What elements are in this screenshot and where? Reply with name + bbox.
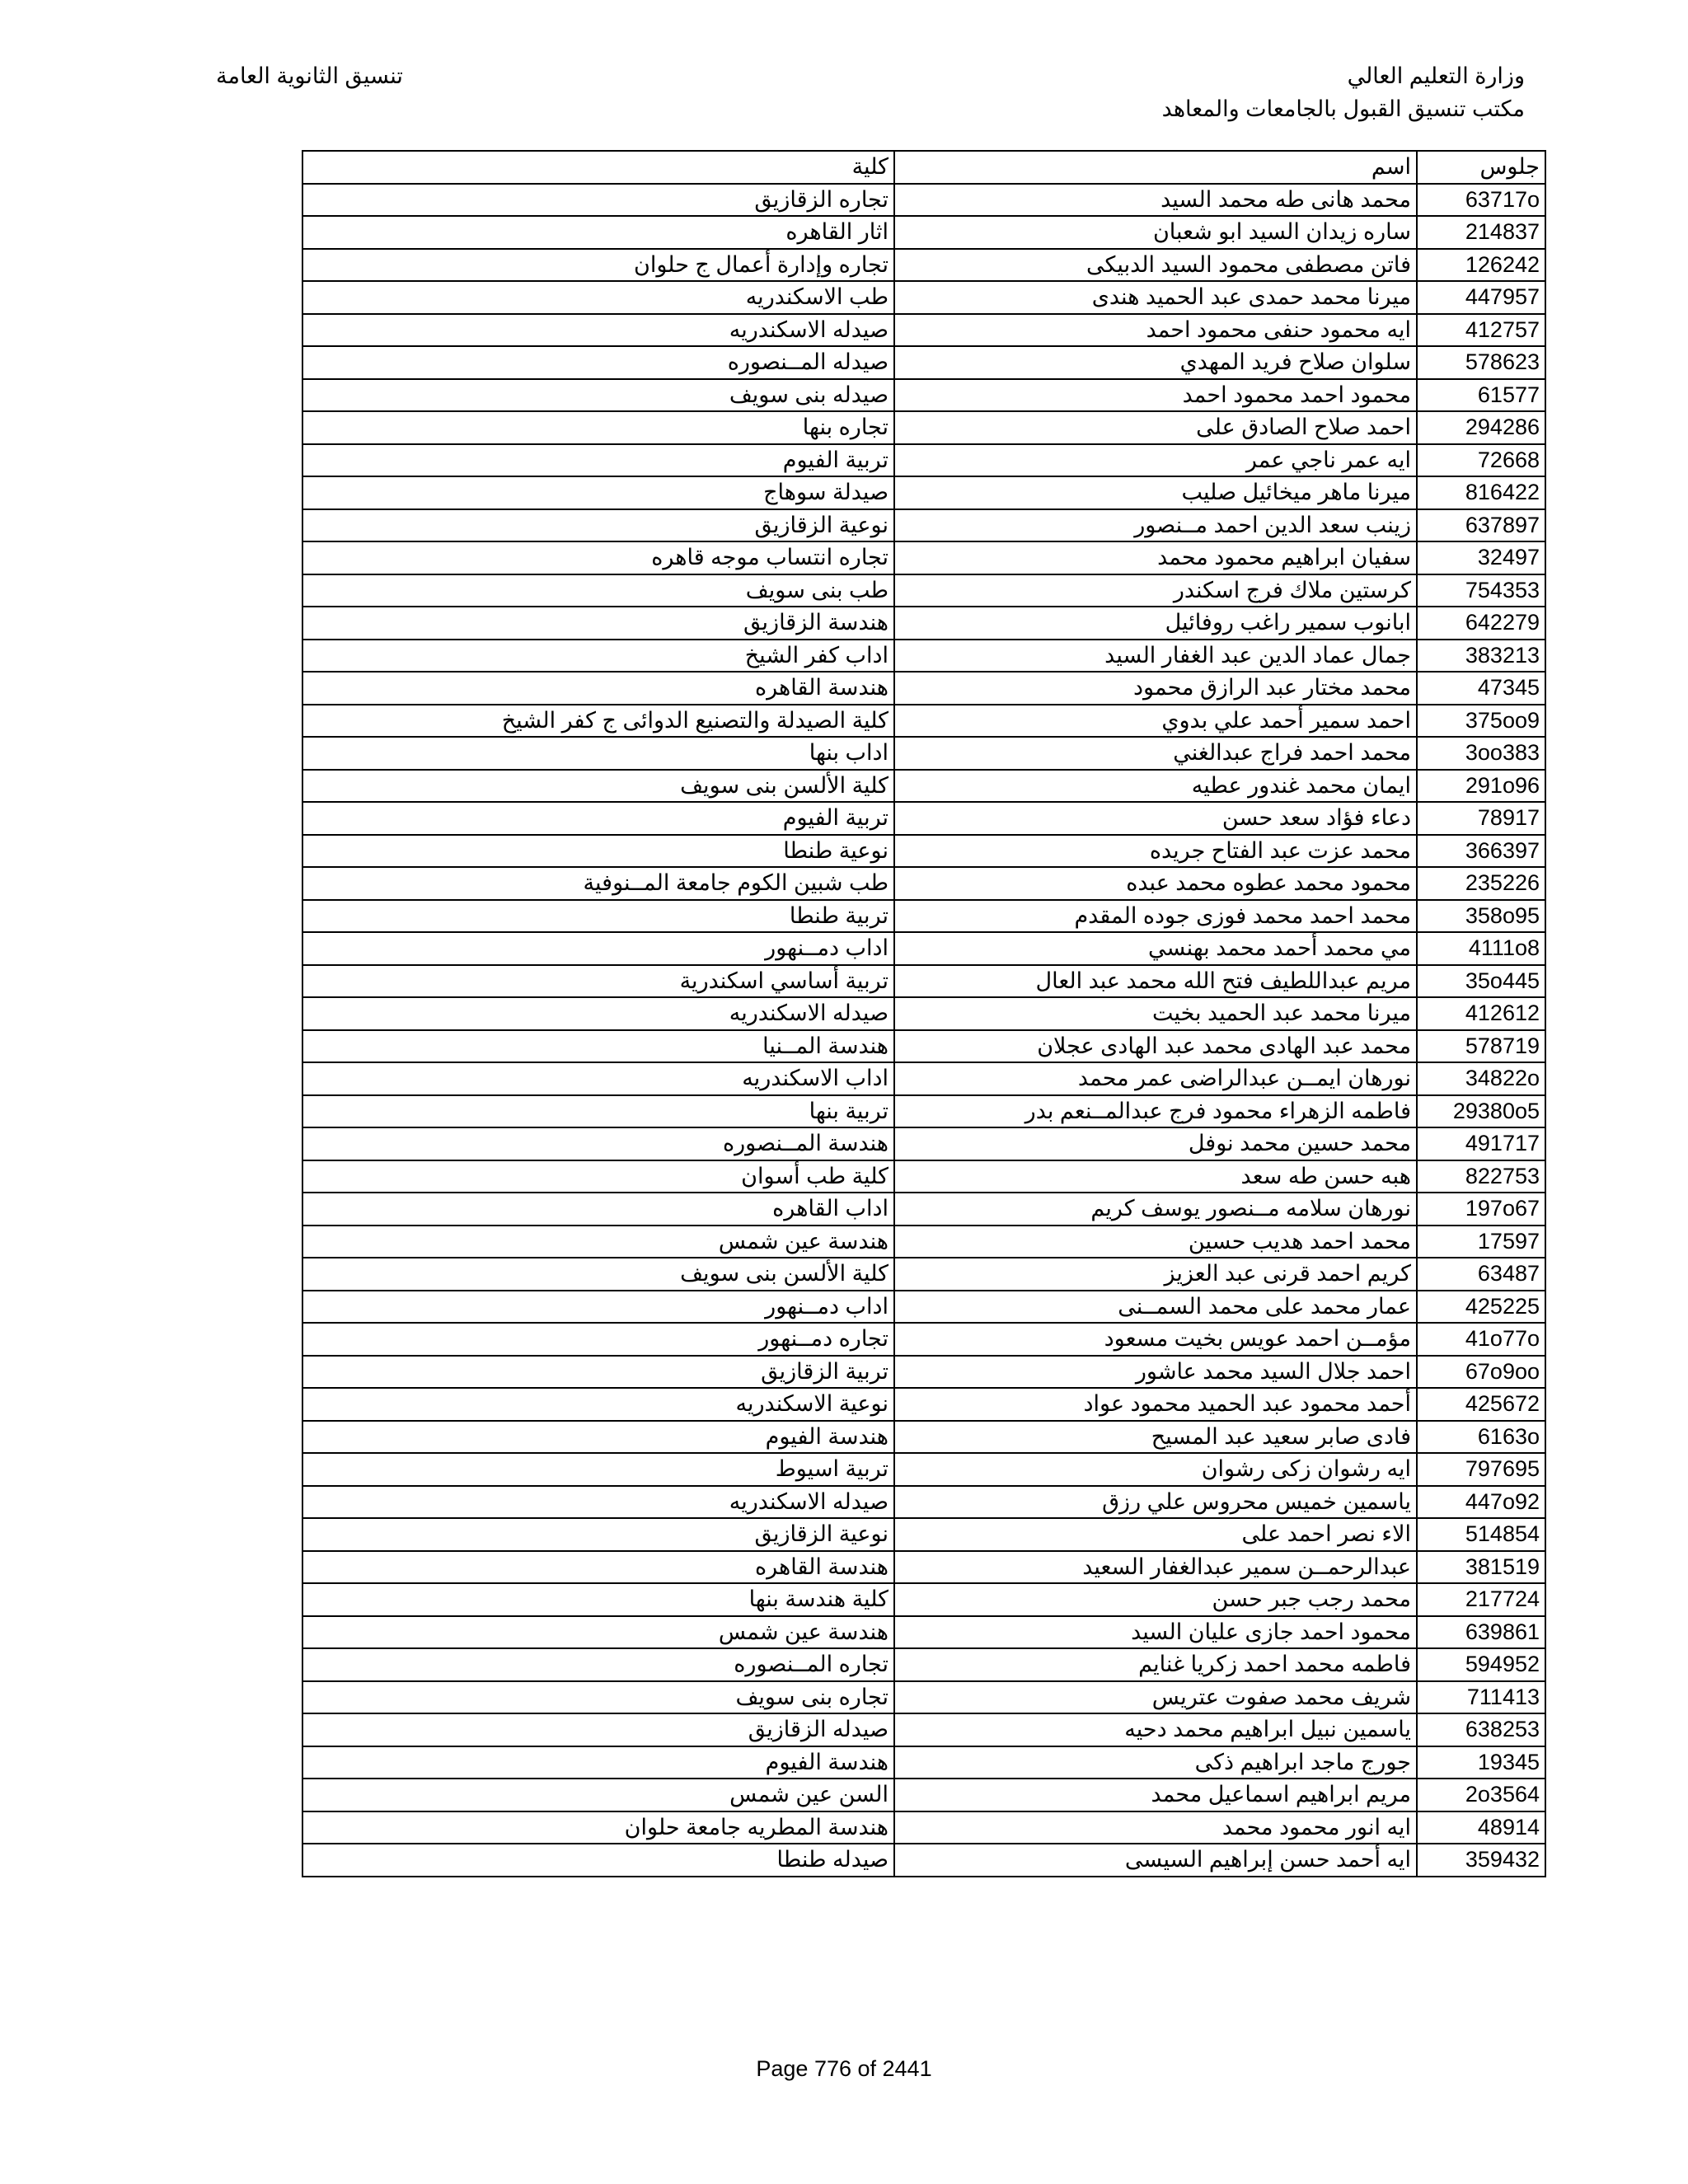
- cell-seat: 29380o5: [1417, 1095, 1545, 1128]
- cell-seat: 381519: [1417, 1551, 1545, 1584]
- cell-faculty: صيدله الزقازيق: [302, 1713, 894, 1746]
- cell-seat: 32497: [1417, 541, 1545, 574]
- cell-faculty: هندسة الزقازيق: [302, 607, 894, 640]
- cell-seat: 637897: [1417, 509, 1545, 542]
- cell-faculty: هندسة القاهره: [302, 672, 894, 705]
- results-table: [302, 150, 1546, 1877]
- cell-name: سلوان صلاح فريد المهدي: [894, 346, 1417, 379]
- cell-seat: 816422: [1417, 476, 1545, 509]
- cell-seat: 578623: [1417, 346, 1545, 379]
- cell-seat: 63717o: [1417, 184, 1545, 217]
- cell-seat: 594952: [1417, 1648, 1545, 1681]
- cell-name: ايه أحمد حسن إبراهيم السيسى: [894, 1844, 1417, 1877]
- cell-seat: 294286: [1417, 411, 1545, 444]
- cell-seat: 425225: [1417, 1291, 1545, 1324]
- cell-faculty: كلية هندسة بنها: [302, 1583, 894, 1616]
- table-row: [302, 1486, 1545, 1519]
- cell-name: ياسمين خميس محروس علي رزق: [894, 1486, 1417, 1519]
- table-row: [302, 965, 1545, 998]
- cell-name: جمال عماد الدين عبد الغفار السيد: [894, 640, 1417, 673]
- cell-seat: 67o9oo: [1417, 1356, 1545, 1389]
- table-row: [302, 1616, 1545, 1649]
- table-row: [302, 1453, 1545, 1486]
- table-row: [302, 476, 1545, 509]
- cell-faculty: اداب بنها: [302, 737, 894, 770]
- cell-faculty: اثار القاهره: [302, 216, 894, 249]
- cell-name: محمود احمد جازى عليان السيد: [894, 1616, 1417, 1649]
- cell-name: ميرنا محمد عبد الحميد بخيت: [894, 997, 1417, 1030]
- cell-faculty: تربية الفيوم: [302, 802, 894, 835]
- cell-faculty: تجاره وإدارة أعمال ج حلوان: [302, 249, 894, 282]
- cell-faculty: اداب كفر الشيخ: [302, 640, 894, 673]
- table-row: [302, 1648, 1545, 1681]
- table-row: [302, 1095, 1545, 1128]
- cell-name: ياسمين نبيل ابراهيم محمد دحيه: [894, 1713, 1417, 1746]
- table-row: [302, 444, 1545, 477]
- table-row: [302, 314, 1545, 347]
- table-row: [302, 737, 1545, 770]
- cell-faculty: تجاره المــنصوره: [302, 1648, 894, 1681]
- office-title: مكتب تنسيق القبول بالجامعات والمعاهد: [1161, 96, 1525, 121]
- cell-seat: 34822o: [1417, 1062, 1545, 1095]
- cell-name: مريم عبداللطيف فتح الله محمد عبد العال: [894, 965, 1417, 998]
- table-row: [302, 1518, 1545, 1551]
- cell-name: محمد حسين محمد نوفل: [894, 1127, 1417, 1160]
- cell-faculty: اداب الاسكندريه: [302, 1062, 894, 1095]
- column-header-name: اسم: [894, 151, 1417, 184]
- cell-name: مي محمد أحمد محمد بهنسي: [894, 932, 1417, 965]
- table-row: [302, 346, 1545, 379]
- cell-seat: 447957: [1417, 281, 1545, 314]
- cell-name: عبدالرحمــن سمير عبدالغفار السعيد: [894, 1551, 1417, 1584]
- cell-faculty: تجاره انتساب موجه قاهره: [302, 541, 894, 574]
- cell-name: دعاء فؤاد سعد حسن: [894, 802, 1417, 835]
- cell-name: محمود محمد عطوه محمد عبده: [894, 867, 1417, 900]
- table-row: [302, 1779, 1545, 1811]
- table-row: [302, 574, 1545, 607]
- cell-seat: 78917: [1417, 802, 1545, 835]
- table-row: [302, 1844, 1545, 1877]
- cell-seat: 638253: [1417, 1713, 1545, 1746]
- table-row: [302, 1127, 1545, 1160]
- table-row: [302, 900, 1545, 933]
- cell-faculty: صيدلة سوهاج: [302, 476, 894, 509]
- cell-name: محمد احمد محمد فوزى جوده المقدم: [894, 900, 1417, 933]
- cell-faculty: طب الاسكندريه: [302, 281, 894, 314]
- cell-seat: 754353: [1417, 574, 1545, 607]
- cell-name: ايه عمر ناجي عمر: [894, 444, 1417, 477]
- cell-name: فاطمه الزهراء محمود فرج عبدالمــنعم بدر: [894, 1095, 1417, 1128]
- cell-name: ساره زيدان السيد ابو شعبان: [894, 216, 1417, 249]
- table-row: [302, 802, 1545, 835]
- cell-seat: 126242: [1417, 249, 1545, 282]
- table-row: [302, 835, 1545, 868]
- cell-faculty: هندسة المــنيا: [302, 1030, 894, 1063]
- table-row: [302, 216, 1545, 249]
- cell-faculty: كلية الصيدلة والتصنيع الدوائى ج كفر الشيخ: [302, 705, 894, 738]
- table-row: [302, 379, 1545, 412]
- table-row: [302, 1291, 1545, 1324]
- cell-faculty: كلية طب أسوان: [302, 1160, 894, 1193]
- cell-seat: 366397: [1417, 835, 1545, 868]
- cell-name: احمد صلاح الصادق على: [894, 411, 1417, 444]
- cell-seat: 578719: [1417, 1030, 1545, 1063]
- cell-name: هبه حسن طه سعد: [894, 1160, 1417, 1193]
- cell-faculty: تربية الفيوم: [302, 444, 894, 477]
- cell-name: احمد سمير أحمد علي بدوي: [894, 705, 1417, 738]
- cell-name: شريف محمد صفوت عتريس: [894, 1681, 1417, 1714]
- cell-faculty: تجاره بنها: [302, 411, 894, 444]
- table-row: [302, 1160, 1545, 1193]
- cell-name: فاطمه محمد احمد زكريا غنايم: [894, 1648, 1417, 1681]
- table-row: [302, 1193, 1545, 1226]
- cell-name: محمد عزت عبد الفتاح جريده: [894, 835, 1417, 868]
- cell-seat: 425672: [1417, 1388, 1545, 1421]
- cell-faculty: تجاره بنى سويف: [302, 1681, 894, 1714]
- cell-name: ابانوب سمير راغب روفائيل: [894, 607, 1417, 640]
- table-row: [302, 1421, 1545, 1454]
- cell-name: زينب سعد الدين احمد مــنصور: [894, 509, 1417, 542]
- table-row: [302, 541, 1545, 574]
- cell-seat: 19345: [1417, 1746, 1545, 1779]
- cell-seat: 3oo383: [1417, 737, 1545, 770]
- table-row: [302, 1583, 1545, 1616]
- cell-faculty: كلية الألسن بنى سويف: [302, 1258, 894, 1291]
- table-row: [302, 1551, 1545, 1584]
- table-row: [302, 867, 1545, 900]
- cell-seat: 822753: [1417, 1160, 1545, 1193]
- cell-faculty: طب شبين الكوم جامعة المــنوفية: [302, 867, 894, 900]
- table-row: [302, 1388, 1545, 1421]
- cell-name: فاتن مصطفى محمود السيد الدبيكى: [894, 249, 1417, 282]
- table-header-row: [302, 151, 1545, 184]
- table-row: [302, 1226, 1545, 1258]
- cell-faculty: نوعية طنطا: [302, 835, 894, 868]
- cell-name: عمار محمد على محمد السمــنى: [894, 1291, 1417, 1324]
- cell-name: كرستين ملاك فرج اسكندر: [894, 574, 1417, 607]
- cell-seat: 217724: [1417, 1583, 1545, 1616]
- cell-name: نورهان سلامه مــنصور يوسف كريم: [894, 1193, 1417, 1226]
- cell-name: مريم ابراهيم اسماعيل محمد: [894, 1779, 1417, 1811]
- cell-seat: 61577: [1417, 379, 1545, 412]
- cell-faculty: هندسة المطريه جامعة حلوان: [302, 1811, 894, 1844]
- cell-seat: 491717: [1417, 1127, 1545, 1160]
- cell-faculty: صيدله الاسكندريه: [302, 314, 894, 347]
- table-row: [302, 672, 1545, 705]
- table-row: [302, 1811, 1545, 1844]
- page-number: Page 776 of 2441: [756, 2056, 932, 2081]
- cell-name: مؤمــن احمد عويس بخيت مسعود: [894, 1323, 1417, 1356]
- cell-name: ميرنا محمد حمدى عبد الحميد هندى: [894, 281, 1417, 314]
- cell-faculty: هندسة القاهره: [302, 1551, 894, 1584]
- cell-seat: 35o445: [1417, 965, 1545, 998]
- table-row: [302, 1356, 1545, 1389]
- table-row: [302, 184, 1545, 217]
- cell-name: الاء نصر احمد على: [894, 1518, 1417, 1551]
- cell-faculty: نوعية الاسكندريه: [302, 1388, 894, 1421]
- table-row: [302, 281, 1545, 314]
- cell-seat: 383213: [1417, 640, 1545, 673]
- table-row: [302, 1258, 1545, 1291]
- table-row: [302, 1713, 1545, 1746]
- cell-seat: 447o92: [1417, 1486, 1545, 1519]
- cell-faculty: نوعية الزقازيق: [302, 509, 894, 542]
- cell-name: محمد احمد فراج عبدالغني: [894, 737, 1417, 770]
- cell-name: فادى صابر سعيد عبد المسيح: [894, 1421, 1417, 1454]
- table-row: [302, 1323, 1545, 1356]
- cell-name: احمد جلال السيد محمد عاشور: [894, 1356, 1417, 1389]
- cell-faculty: السن عين شمس: [302, 1779, 894, 1811]
- table-row: [302, 705, 1545, 738]
- cell-faculty: طب بنى سويف: [302, 574, 894, 607]
- cell-faculty: هندسة الفيوم: [302, 1421, 894, 1454]
- cell-faculty: كلية الألسن بنى سويف: [302, 770, 894, 803]
- cell-faculty: تربية اسيوط: [302, 1453, 894, 1486]
- cell-name: جورج ماجد ابراهيم ذكى: [894, 1746, 1417, 1779]
- cell-seat: 639861: [1417, 1616, 1545, 1649]
- cell-name: محمد هانى طه محمد السيد: [894, 184, 1417, 217]
- table-row: [302, 509, 1545, 542]
- cell-faculty: تجاره الزقازيق: [302, 184, 894, 217]
- cell-faculty: صيدله بنى سويف: [302, 379, 894, 412]
- table-row: [302, 932, 1545, 965]
- cell-seat: 412612: [1417, 997, 1545, 1030]
- cell-seat: 797695: [1417, 1453, 1545, 1486]
- cell-name: محمد احمد هديب حسين: [894, 1226, 1417, 1258]
- cell-faculty: تجاره دمــنهور: [302, 1323, 894, 1356]
- cell-name: كريم احمد قرنى عبد العزيز: [894, 1258, 1417, 1291]
- cell-faculty: تربية بنها: [302, 1095, 894, 1128]
- table-row: [302, 607, 1545, 640]
- table-row: [302, 640, 1545, 673]
- section-title: تنسيق الثانوية العامة: [216, 63, 403, 88]
- cell-name: محمد رجب جبر حسن: [894, 1583, 1417, 1616]
- cell-name: ايه انور محمود محمد: [894, 1811, 1417, 1844]
- cell-faculty: صيدله المــنصوره: [302, 346, 894, 379]
- cell-name: محمود احمد محمود احمد: [894, 379, 1417, 412]
- cell-seat: 358o95: [1417, 900, 1545, 933]
- cell-seat: 47345: [1417, 672, 1545, 705]
- cell-faculty: صيدله الاسكندريه: [302, 997, 894, 1030]
- cell-name: ايمان محمد غندور عطيه: [894, 770, 1417, 803]
- cell-faculty: صيدله طنطا: [302, 1844, 894, 1877]
- table-row: [302, 997, 1545, 1030]
- cell-faculty: تربية طنطا: [302, 900, 894, 933]
- cell-seat: 375oo9: [1417, 705, 1545, 738]
- ministry-title: وزارة التعليم العالي: [1347, 63, 1525, 88]
- table-row: [302, 1746, 1545, 1779]
- cell-name: محمد مختار عبد الرازق محمود: [894, 672, 1417, 705]
- cell-name: نورهان ايمــن عبدالراضى عمر محمد: [894, 1062, 1417, 1095]
- cell-name: محمد عبد الهادى محمد عبد الهادى عجلان: [894, 1030, 1417, 1063]
- cell-faculty: هندسة عين شمس: [302, 1226, 894, 1258]
- cell-seat: 642279: [1417, 607, 1545, 640]
- cell-seat: 48914: [1417, 1811, 1545, 1844]
- cell-name: ايه رشوان زكى رشوان: [894, 1453, 1417, 1486]
- cell-seat: 2o3564: [1417, 1779, 1545, 1811]
- cell-name: أحمد محمود عبد الحميد محمود عواد: [894, 1388, 1417, 1421]
- cell-seat: 514854: [1417, 1518, 1545, 1551]
- cell-faculty: اداب القاهره: [302, 1193, 894, 1226]
- table-row: [302, 770, 1545, 803]
- cell-faculty: تربية الزقازيق: [302, 1356, 894, 1389]
- table-row: [302, 1681, 1545, 1714]
- cell-faculty: اداب دمــنهور: [302, 932, 894, 965]
- cell-name: ايه محمود حنفى محمود احمد: [894, 314, 1417, 347]
- cell-seat: 235226: [1417, 867, 1545, 900]
- cell-faculty: صيدله الاسكندريه: [302, 1486, 894, 1519]
- cell-name: سفيان ابراهيم محمود محمد: [894, 541, 1417, 574]
- cell-faculty: نوعية الزقازيق: [302, 1518, 894, 1551]
- table-row: [302, 1062, 1545, 1095]
- cell-name: ميرنا ماهر ميخائيل صليب: [894, 476, 1417, 509]
- cell-seat: 214837: [1417, 216, 1545, 249]
- column-header-faculty: كلية: [302, 151, 894, 184]
- cell-faculty: هندسة عين شمس: [302, 1616, 894, 1649]
- cell-faculty: تربية أساسي اسكندرية: [302, 965, 894, 998]
- cell-seat: 412757: [1417, 314, 1545, 347]
- cell-seat: 6163o: [1417, 1421, 1545, 1454]
- cell-seat: 63487: [1417, 1258, 1545, 1291]
- column-header-seat: جلوس: [1417, 151, 1545, 184]
- cell-seat: 197o67: [1417, 1193, 1545, 1226]
- cell-faculty: هندسة الفيوم: [302, 1746, 894, 1779]
- cell-seat: 711413: [1417, 1681, 1545, 1714]
- table-row: [302, 411, 1545, 444]
- cell-faculty: هندسة المــنصوره: [302, 1127, 894, 1160]
- table-row: [302, 1030, 1545, 1063]
- cell-seat: 17597: [1417, 1226, 1545, 1258]
- cell-seat: 4111o8: [1417, 932, 1545, 965]
- cell-seat: 41o77o: [1417, 1323, 1545, 1356]
- table-row: [302, 249, 1545, 282]
- cell-seat: 291o96: [1417, 770, 1545, 803]
- cell-seat: 359432: [1417, 1844, 1545, 1877]
- cell-seat: 72668: [1417, 444, 1545, 477]
- cell-faculty: اداب دمــنهور: [302, 1291, 894, 1324]
